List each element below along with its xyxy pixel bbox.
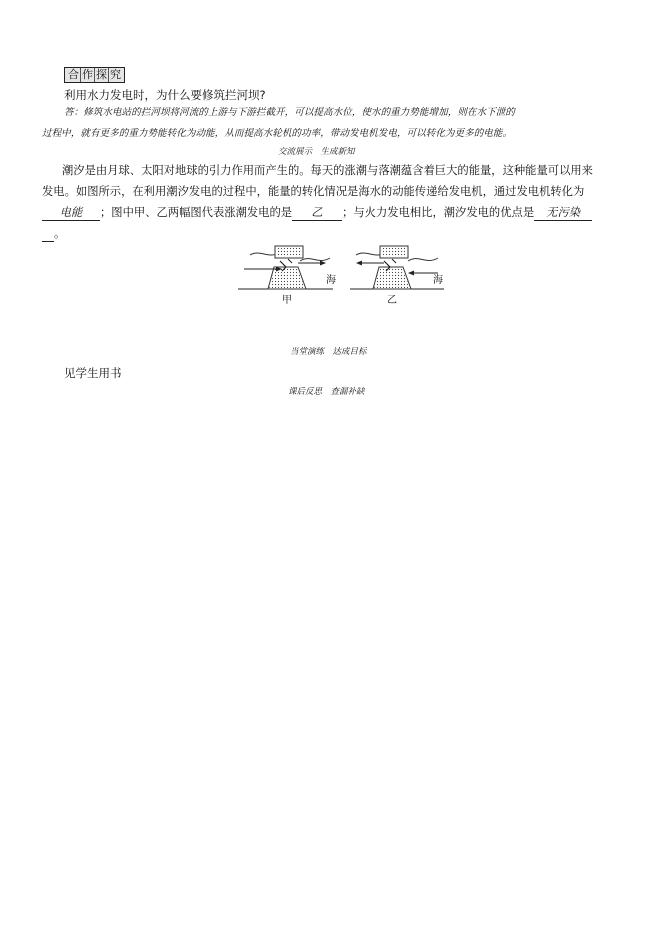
section-tag-char: 合 (68, 68, 79, 81)
subhead-exchange: 交流展示 生成新知 (278, 147, 355, 157)
figure-label-yi: 乙 (387, 295, 397, 306)
para-line-3-text-a: ；图中甲、乙两幅图代表涨潮发电的是 (100, 206, 293, 219)
para-line-3 (42, 202, 617, 223)
see-student-book: 见学生用书 (64, 366, 122, 380)
para-line-3-text-b: ；与火力发电相比，潮汐发电的优点是 (342, 206, 535, 219)
answer-blank-2: 乙 (292, 206, 342, 221)
figure-label-jia: 甲 (282, 295, 292, 306)
tidal-figure (238, 241, 448, 303)
answer-blank-3-cont (42, 227, 54, 242)
section-tag (64, 67, 125, 83)
section-tag-char: 究 (110, 68, 121, 81)
section-tag-char: 探 (96, 68, 107, 81)
para-line-1: 潮汐是由月球、太阳对地球的引力作用而产生的。每天的涨潮与落潮蕴含着巨大的能量，这种能量可以用来 (62, 164, 593, 177)
para-line-4-end: 。 (54, 227, 66, 240)
sea-label-right: 海 (433, 275, 443, 286)
answer-blank-1: 电能 (42, 206, 100, 221)
subhead-reflection: 课后反思 查漏补缺 (288, 387, 365, 397)
answer-blank-3: 无污染 (534, 206, 592, 221)
section-tag-char: 作 (82, 68, 93, 81)
para-line-2: 发电。如图所示，在利用潮汐发电的过程中，能量的转化情况是海水的动能传递给发电机，通过发电机转化为 (42, 185, 585, 198)
subhead-practice: 当堂演练 达成目标 (290, 347, 367, 357)
question-text: 利用水力发电时，为什么要修筑拦河坝? (64, 88, 266, 102)
sea-label-left: 海 (326, 275, 336, 286)
answer-line-2: 过程中，就有更多的重力势能转化为动能，从而提高水轮机的功率，带动发电机发电，可以转化为更多的电能。 (42, 128, 513, 139)
answer-line-1: 答：修筑水电站的拦河坝将河流的上游与下游拦截开，可以提高水位，使水的重力势能增加，则在水下泄的 (64, 107, 515, 118)
diagram-right (350, 246, 444, 289)
diagram-left (238, 246, 333, 289)
